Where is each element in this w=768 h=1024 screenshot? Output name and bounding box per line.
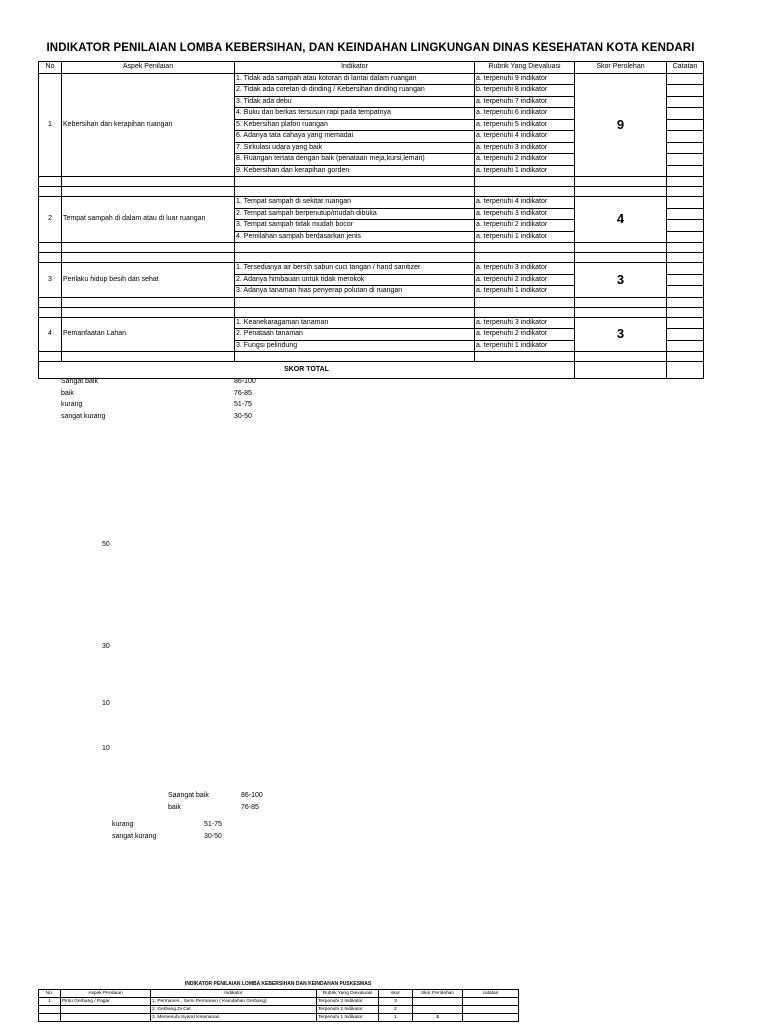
blank-cell xyxy=(62,187,235,197)
notes-cell xyxy=(667,108,704,120)
blank-cell xyxy=(475,187,575,197)
header-rubrik: Rubrik Yang Dievaluasi xyxy=(475,62,575,74)
mini-header-indikator: Indikator xyxy=(151,990,317,998)
notes-cell xyxy=(667,142,704,154)
section-number: 1 xyxy=(39,73,62,177)
indicator-cell: 1. Tidak ada sampah atau kotoran di lantai dalam ruangan xyxy=(235,73,475,85)
rubric-cell: b. terpenuhi 8 indikator xyxy=(475,85,575,97)
score-cell: 3 xyxy=(575,317,667,352)
blank-cell xyxy=(235,307,475,317)
rubric-cell: a. terpenuhi 2 indikator xyxy=(475,274,575,286)
blank-cell xyxy=(575,243,667,253)
notes-cell xyxy=(667,274,704,286)
section-aspect: Kebersihan dan kerapihan ruangan xyxy=(62,73,235,177)
legend-label: sangat kurang xyxy=(61,412,106,420)
mini-row xyxy=(39,1006,519,1014)
rubric-cell: a. terpenuhi 1 indikator xyxy=(475,231,575,243)
indicator-cell: 4. Pemilahan sampah berdasarkan jenis xyxy=(235,231,475,243)
assessment-table xyxy=(38,61,704,379)
blank-row xyxy=(39,307,704,317)
blank-cell xyxy=(39,243,62,253)
number-1: 50 xyxy=(102,541,110,548)
mini-header-aspek: Aspek Penilaian xyxy=(61,990,151,998)
legend-row xyxy=(61,388,281,400)
blank-cell xyxy=(667,243,704,253)
notes-cell xyxy=(667,263,704,275)
rubric-cell: a. terpenuhi 5 indikator xyxy=(475,119,575,131)
blank-cell xyxy=(39,253,62,263)
header-aspek: Aspek Penilaian xyxy=(62,62,235,74)
notes-cell xyxy=(667,85,704,97)
blank-cell xyxy=(575,307,667,317)
blank-cell xyxy=(62,307,235,317)
score-cell: 9 xyxy=(575,73,667,177)
rubric-cell: a. terpenuhi 4 indikator xyxy=(475,131,575,143)
total-label: SKOR TOTAL xyxy=(39,362,575,379)
mini-notes xyxy=(463,1006,519,1014)
blank-cell xyxy=(667,253,704,263)
mini-rubric: Terpenuhi 2 Indikator xyxy=(317,1006,379,1014)
mini-indicator: 1. Permanen , Semi Permanen ( Keindahan Gerbang) xyxy=(151,998,317,1006)
blank-cell xyxy=(235,177,475,187)
indicator-cell: 4. Buku dan berkas tersusun rapi pada tempatnya xyxy=(235,108,475,120)
section-aspect: Tempat sampah di dalam atau di luar ruangan xyxy=(62,197,235,243)
blank-cell xyxy=(235,187,475,197)
blank-cell xyxy=(575,352,667,362)
notes-cell xyxy=(667,96,704,108)
blank-cell xyxy=(475,352,575,362)
table-row xyxy=(39,73,704,85)
legend-label: Saangat baik xyxy=(168,792,209,799)
legend-range: 86-100 xyxy=(241,792,263,799)
number-3: 10 xyxy=(102,700,110,707)
blank-cell xyxy=(62,243,235,253)
mini-no xyxy=(39,1006,61,1014)
blank-row xyxy=(39,187,704,197)
legend-label: sangat kurang xyxy=(112,832,157,840)
blank-row xyxy=(39,253,704,263)
blank-cell xyxy=(39,297,62,307)
puskesmas-title: INDIKATOR PENILAIAN LOMBA KEBERSIHAN DAN KEINDAHAN PUSKESMAS xyxy=(184,981,372,987)
rubric-cell: a. terpenuhi 2 indikator xyxy=(475,154,575,166)
notes-cell xyxy=(667,119,704,131)
blank-cell xyxy=(475,177,575,187)
legend-range: 51-75 xyxy=(234,401,252,408)
indicator-cell: 8. Ruangan tertata dengan baik (penataan meja,kursi,lemari) xyxy=(235,154,475,166)
total-score xyxy=(575,362,667,379)
section-aspect: Perilaku hidup besih dan sehat xyxy=(62,263,235,298)
blank-cell xyxy=(62,177,235,187)
number-2: 30 xyxy=(102,643,110,650)
mini-no xyxy=(39,1014,61,1022)
blank-cell xyxy=(667,352,704,362)
mini-perolehan: 3 xyxy=(413,1014,463,1022)
blank-cell xyxy=(235,243,475,253)
rubric-cell: a. terpenuhi 3 indikator xyxy=(475,317,575,329)
number-4: 10 xyxy=(102,745,110,752)
blank-cell xyxy=(475,243,575,253)
header-catatan: Catatan xyxy=(667,62,704,74)
rubric-cell: a. terpenuhi 3 indikator xyxy=(475,263,575,275)
table-row xyxy=(39,263,704,275)
mini-notes xyxy=(463,998,519,1006)
indicator-cell: 9. Kebersihan dan kerapihan gorden xyxy=(235,165,475,177)
section-aspect: Pemanfaatan Lahan xyxy=(62,317,235,352)
rubric-cell: a. terpenuhi 2 indikator xyxy=(475,220,575,232)
indicator-cell: 6. Adanya tata cahaya yang memadai xyxy=(235,131,475,143)
rubric-cell: a. terpenuhi 2 indikator xyxy=(475,329,575,341)
indicator-cell: 7. Sirkulasi udara yang baik xyxy=(235,142,475,154)
mini-header-perolehan: Skor Perolehan xyxy=(413,990,463,998)
mini-indicator: 3. Memenuhi Syarat Keamanan xyxy=(151,1014,317,1022)
rubric-cell: a. terpenuhi 7 indikator xyxy=(475,96,575,108)
rubric-cell: a. terpenuhi 6 indikator xyxy=(475,108,575,120)
legend-range: 30-50 xyxy=(234,412,252,420)
legend-row xyxy=(168,802,288,814)
indicator-cell: 3. Adanya tanaman hias penyerap polutan di ruangan xyxy=(235,286,475,298)
score-legend-2b xyxy=(112,819,252,842)
mini-header-skor: skor xyxy=(379,990,413,998)
notes-cell xyxy=(667,197,704,209)
header-indikator: Indikator xyxy=(235,62,475,74)
rubric-cell: a. terpenuhi 4 indikator xyxy=(475,197,575,209)
blank-cell xyxy=(667,187,704,197)
mini-perolehan xyxy=(413,998,463,1006)
mini-indicator: 2. Gerbang Di Cat xyxy=(151,1006,317,1014)
mini-perolehan xyxy=(413,1006,463,1014)
section-number: 4 xyxy=(39,317,62,352)
rubric-cell: a. terpenuhi 1 indikator xyxy=(475,340,575,352)
mini-notes xyxy=(463,1014,519,1022)
blank-cell xyxy=(667,297,704,307)
notes-cell xyxy=(667,220,704,232)
blank-row xyxy=(39,297,704,307)
blank-cell xyxy=(575,177,667,187)
indicator-cell: 3. Tidak ada debu xyxy=(235,96,475,108)
score-legend-2a xyxy=(168,790,288,813)
indicator-cell: 2. Tempat sampah berpenutup/mudah dibuka xyxy=(235,208,475,220)
notes-cell xyxy=(667,340,704,352)
indicator-cell: 1. Keanekaragaman tanaman xyxy=(235,317,475,329)
blank-row xyxy=(39,352,704,362)
indicator-cell: 1. Tempat sampah di sekitar ruangan xyxy=(235,197,475,209)
blank-cell xyxy=(62,297,235,307)
blank-cell xyxy=(62,253,235,263)
mini-rubric: Terpenuhi 1 Indikator xyxy=(317,1014,379,1022)
mini-aspek xyxy=(61,1006,151,1014)
indicator-cell: 2. Penataan tanaman xyxy=(235,329,475,341)
legend-label: baik xyxy=(168,803,181,811)
notes-cell xyxy=(667,317,704,329)
rubric-cell: a. terpenuhi 3 indikator xyxy=(475,208,575,220)
rubric-cell: a. terpenuhi 3 indikator xyxy=(475,142,575,154)
blank-cell xyxy=(667,307,704,317)
legend-label: baik xyxy=(61,389,74,397)
header-skor: Skor Perolehan xyxy=(575,62,667,74)
mini-rubric: Terpenuhi 3 Indikator xyxy=(317,998,379,1006)
blank-row xyxy=(39,177,704,187)
legend-range: 30-50 xyxy=(204,832,222,840)
legend-row xyxy=(112,819,252,831)
legend-row xyxy=(61,399,281,411)
mini-header-no: No. xyxy=(39,990,61,998)
blank-cell xyxy=(667,177,704,187)
legend-row xyxy=(112,831,252,843)
mini-aspek: Pintu Gerbang / Pagar xyxy=(61,998,151,1006)
notes-cell xyxy=(667,208,704,220)
blank-cell xyxy=(39,307,62,317)
indicator-cell: 2. Adanya himbauan untuk tidak merokok xyxy=(235,274,475,286)
puskesmas-table xyxy=(38,989,519,1022)
blank-cell xyxy=(39,352,62,362)
indicator-cell: 1. Tersedianya air bersih sabun cuci tangan / hand sanitizer xyxy=(235,263,475,275)
notes-cell xyxy=(667,154,704,166)
notes-cell xyxy=(667,329,704,341)
blank-cell xyxy=(575,253,667,263)
mini-score: 1 xyxy=(379,1014,413,1022)
section-number: 2 xyxy=(39,197,62,243)
mini-header-row xyxy=(39,990,519,998)
rubric-cell: a. terpenuhi 1 indikator xyxy=(475,165,575,177)
legend-range: 51-75 xyxy=(204,821,222,828)
blank-cell xyxy=(235,352,475,362)
notes-cell xyxy=(667,131,704,143)
table-row xyxy=(39,317,704,329)
mini-header-rubrik: Rubrik Yang Dievaluasi xyxy=(317,990,379,998)
section-number: 3 xyxy=(39,263,62,298)
indicator-cell: 2. Tidak ada coretan di dinding / Kebersihan dinding ruangan xyxy=(235,85,475,97)
mini-score: 2 xyxy=(379,1006,413,1014)
document-title: INDIKATOR PENILAIAN LOMBA KEBERSIHAN, DAN KEINDAHAN LINGKUNGAN DINAS KESEHATAN KOTA KENDARI xyxy=(46,42,695,54)
mini-row xyxy=(39,1014,519,1022)
legend-range: 86-100 xyxy=(234,378,256,385)
notes-cell xyxy=(667,231,704,243)
legend-label: Sangat baik xyxy=(61,378,98,385)
indicator-cell: 3. Tempat sampah tidak mudah bocor xyxy=(235,220,475,232)
blank-cell xyxy=(475,253,575,263)
blank-row xyxy=(39,243,704,253)
mini-score: 3 xyxy=(379,998,413,1006)
rubric-cell: a. terpenuhi 9 indikator xyxy=(475,73,575,85)
table-header-row xyxy=(39,62,704,74)
blank-cell xyxy=(575,187,667,197)
blank-cell xyxy=(235,297,475,307)
legend-label: kurang xyxy=(112,821,134,828)
legend-label: kurang xyxy=(61,401,83,408)
indicator-cell: 5. Kebersihan plafon ruangan xyxy=(235,119,475,131)
table-row xyxy=(39,197,704,209)
mini-row xyxy=(39,998,519,1006)
notes-cell xyxy=(667,286,704,298)
mini-table-body xyxy=(39,998,519,1022)
blank-cell xyxy=(62,352,235,362)
score-legend-1 xyxy=(61,376,281,422)
mini-no: 1 xyxy=(39,998,61,1006)
total-notes xyxy=(667,362,704,379)
blank-cell xyxy=(475,307,575,317)
table-body xyxy=(39,73,704,379)
blank-cell xyxy=(39,177,62,187)
legend-row xyxy=(168,790,288,802)
legend-row xyxy=(61,376,281,388)
score-cell: 4 xyxy=(575,197,667,243)
header-no: No xyxy=(39,62,62,74)
notes-cell xyxy=(667,73,704,85)
blank-cell xyxy=(575,297,667,307)
blank-cell xyxy=(39,187,62,197)
legend-range: 76-85 xyxy=(241,803,259,811)
mini-header-catatan: catatan xyxy=(463,990,519,998)
legend-row xyxy=(61,411,281,423)
mini-aspek xyxy=(61,1014,151,1022)
blank-cell xyxy=(475,297,575,307)
rubric-cell: a. terpenuhi 1 indikator xyxy=(475,286,575,298)
indicator-cell: 3. Fungsi pelindung xyxy=(235,340,475,352)
legend-range: 76-85 xyxy=(234,389,252,397)
notes-cell xyxy=(667,165,704,177)
score-cell: 3 xyxy=(575,263,667,298)
blank-cell xyxy=(235,253,475,263)
